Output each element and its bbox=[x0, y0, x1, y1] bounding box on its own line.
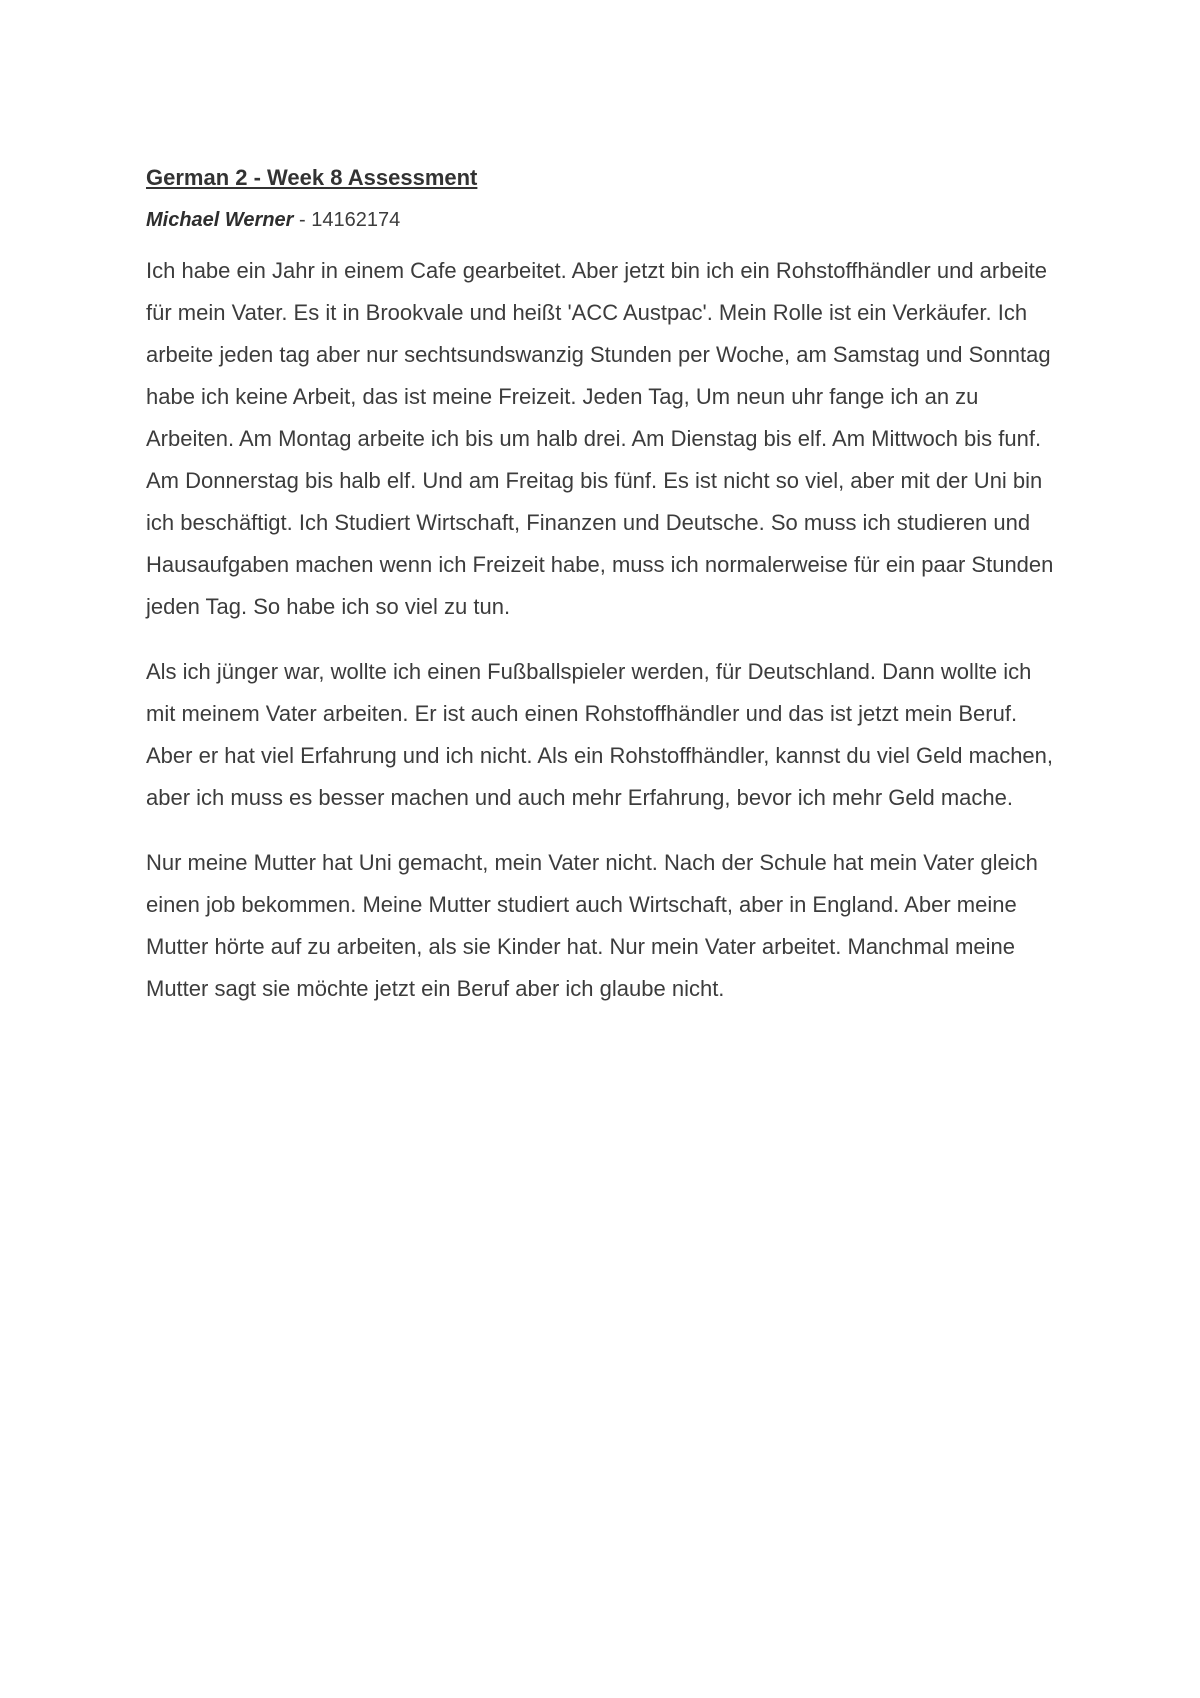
paragraph-childhood: Als ich jünger war, wollte ich einen Fußballspieler werden, für Deutschland. Dann wollte ich mit meinem Vater arbeiten. Er ist auch einen Rohstoffhändler und das ist jetzt mein Beruf. Aber er hat viel Erfahrung und ich nicht. Als ein Rohstoffhändler, kannst du viel Geld machen, aber ich muss es besser machen und auch mehr Erfahrung, bevor ich mehr Geld mache. bbox=[146, 659, 1054, 810]
author-name: Michael Werner bbox=[146, 209, 294, 231]
student-id: 14162174 bbox=[311, 209, 401, 231]
author-line bbox=[146, 206, 1061, 234]
paragraph-parents: Nur meine Mutter hat Uni gemacht, mein Vater nicht. Nach der Schule hat mein Vater gleich einen job bekommen. Meine Mutter studiert auch Wirtschaft, aber in England. Aber meine Mutter hörte auf zu arbeiten, als sie Kinder hat. Nur mein Vater arbeitet. Manchmal meine Mutter sagt sie möchte jetzt ein Beruf aber ich glaube nicht. bbox=[146, 850, 1038, 1001]
document-title: German 2 - Week 8 Assessment bbox=[146, 165, 478, 190]
paragraph-work: Ich habe ein Jahr in einem Cafe gearbeitet. Aber jetzt bin ich ein Rohstoffhändler und arbeite für mein Vater. Es it in Brookvale und heißt 'ACC Austpac'. Mein Rolle ist ein Verkäufer. Ich arbeite jeden tag aber nur sechtsundswanzig Stunden per Woche, am Samstag und Sonntag habe ich keine Arbeit, das ist meine Freizeit. Jeden Tag, Um neun uhr fange ich an zu Arbeiten. Am Montag arbeite ich bis um halb drei. Am Dienstag bis elf. Am Mittwoch bis funf. Am Donnerstag bis halb elf. Und am Freitag bis fünf. Es ist nicht so viel, aber mit der Uni bin ich beschäftigt. Ich Studiert Wirtschaft, Finanzen und Deutsche. So muss ich studieren und Hausaufgaben machen wenn ich Freizeit habe, muss ich normalerweise für ein paar Stunden jeden Tag. So habe ich so viel zu tun. bbox=[146, 258, 1054, 619]
document-body bbox=[146, 163, 1061, 1010]
author-separator: - bbox=[293, 209, 312, 231]
